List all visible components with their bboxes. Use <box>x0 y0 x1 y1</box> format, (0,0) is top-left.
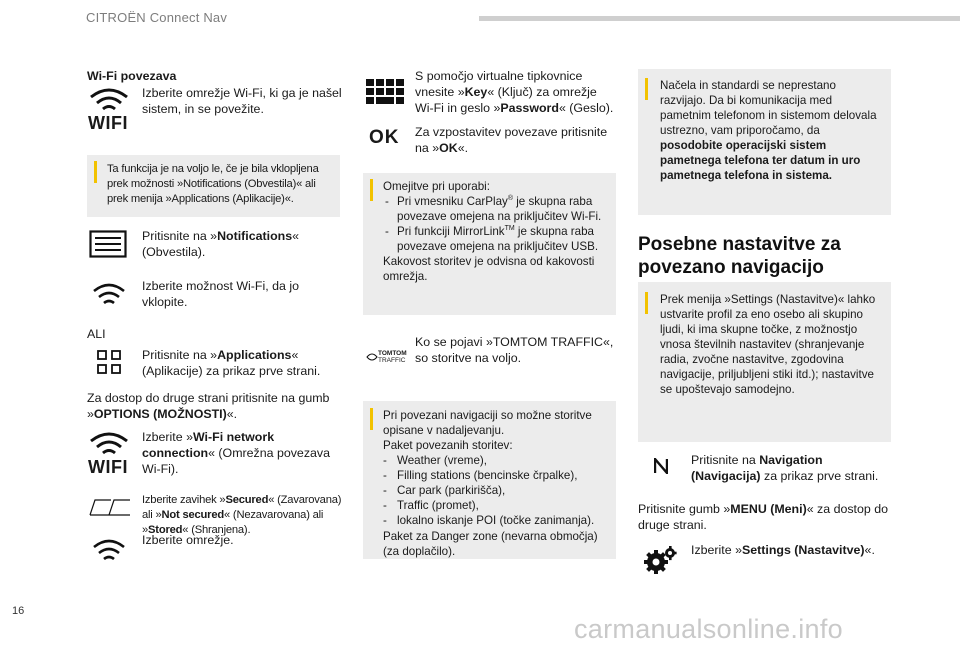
applications-icon <box>97 350 121 374</box>
note2-item: - Pri vmesniku CarPlay® je skupna raba povezave omejena na priključitev Wi-Fi. <box>383 194 611 224</box>
wifi-heading: Wi-Fi povezava <box>87 69 177 83</box>
wifi-icon <box>92 282 126 308</box>
note-text-4: Načela in standardi se neprestano razvijajo. Da bi komunikacija med pametnim telefonom in sistemom delovala ustrezno, vam priporočamo, da posodobite operacijski sistem pametnega telefona ter datum in uro pametnega telefona in sistema. <box>660 79 877 183</box>
wifi-logo-icon-2 <box>88 430 130 478</box>
note-marker-4 <box>645 78 648 100</box>
ali-text: ALI <box>87 327 106 341</box>
note3-intro: Pri povezani navigaciji so možne storitve opisane v nadaljevanju. <box>383 409 592 438</box>
watermark: carmanualsonline.info <box>574 614 843 644</box>
note3-item: - Filling stations (bencinske črpalke), <box>383 468 613 483</box>
page-number: 16 <box>12 605 25 617</box>
select-wifi-text: Izberite možnost Wi-Fi, da jo vklopite. <box>142 279 299 309</box>
note3-item: - Traffic (promet), <box>383 498 613 513</box>
tomtom-text: Ko se pojavi »TOMTOM TRAFFIC«, so storitve na voljo. <box>415 335 614 365</box>
note3-outro: Paket za Danger zone (nevarna območja) (za doplačilo). <box>383 529 598 558</box>
note-box-3 <box>363 401 616 559</box>
ok-icon: OK <box>369 127 400 148</box>
note-box-2 <box>363 173 616 315</box>
options-text: Za dostop do druge strani pritisnite na gumb »OPTIONS (MOŽNOSTI)«. <box>87 391 330 421</box>
note3-item: - lokalno iskanje POI (točke zanimanja). <box>383 513 613 528</box>
note-text-2 <box>383 179 611 284</box>
notifications-icon <box>89 230 127 258</box>
header-bar <box>479 16 960 21</box>
select-network-text: Izberite omrežje. <box>142 533 234 547</box>
header-title: CITROËN Connect Nav <box>86 10 228 25</box>
note3-item: - Weather (vreme), <box>383 453 613 468</box>
note-text: Ta funkcija je na voljo le, če je bila vklopljena prek možnosti »Notifications (Obvestila)« ali prek menija »Applications (Aplikacije)«. <box>107 163 319 205</box>
wifi-icon-2 <box>92 538 126 564</box>
note-marker-5 <box>645 292 648 314</box>
note2-item: - Pri funkciji MirrorLink™ je skupna raba povezave omejena na priključitev USB. <box>383 224 611 254</box>
note-text-3 <box>383 408 613 559</box>
note-text-5: Prek menija »Settings (Nastavitve)« lahko ustvarite profil za eno osebo ali skupino ljudi, ki ima skupne točke, z možnostjo vnosa številnih nastavitev (shranjevanje radia, zvočne nastavitve, zgodovina navigacije, priljubljeni stiki itd.); nastavitve se upoštevajo samodejno. <box>660 293 876 397</box>
tabs-text: Izberite zavihek »Secured« (Zavarovana) ali »Not secured« (Nezavarovana) ali »Stored« (Shranjena). <box>142 494 342 536</box>
note-marker <box>94 161 97 183</box>
section-heading: Posebne nastavitve za povezano navigacijo <box>638 234 841 279</box>
settings-gear-icon <box>644 545 678 575</box>
note3-item: - Car park (parkirišča), <box>383 483 613 498</box>
note-marker-3 <box>370 408 373 430</box>
settings-text: Izberite »Settings (Nastavitve)«. <box>691 543 875 557</box>
notifications-text: Pritisnite na »Notifications« (Obvestila). <box>142 229 300 259</box>
note3-package: Paket povezanih storitev: <box>383 439 513 453</box>
keyboard-text: S pomočjo virtualne tipkovnice vnesite »Key« (Ključ) za omrežje Wi-Fi in geslo »Password« (Geslo). <box>415 69 614 115</box>
note2-outro: Kakovost storitev je odvisna od kakovosti omrežja. <box>383 255 595 284</box>
note-box-5 <box>638 282 891 442</box>
tabs-icon <box>89 497 131 517</box>
applications-text: Pritisnite na »Applications« (Aplikacije) za prikaz prve strani. <box>142 348 321 378</box>
navigation-icon <box>654 458 668 474</box>
wifi-logo-text-2: WIFI <box>88 457 128 477</box>
keyboard-icon <box>366 79 404 105</box>
wifi-select-text: Izberite omrežje Wi-Fi, ki ga je našel sistem, in se povežite. <box>142 86 342 116</box>
wifi-logo-icon <box>88 86 130 134</box>
wifi-logo-text: WIFI <box>88 113 128 133</box>
note-marker-2 <box>370 179 373 201</box>
note-box <box>87 155 340 217</box>
note-box-4 <box>638 69 891 215</box>
note2-intro: Omejitve pri uporabi: <box>383 180 490 193</box>
ok-text: Za vzpostavitev povezave pritisnite na »OK«. <box>415 125 608 155</box>
menu-text: Pritisnite gumb »MENU (Meni)« za dostop do druge strani. <box>638 502 888 532</box>
wifi-network-text: Izberite »Wi-Fi network connection« (Omrežna povezava Wi-Fi). <box>142 430 330 476</box>
navigation-text: Pritisnite na Navigation (Navigacija) za prikaz prve strani. <box>691 453 879 483</box>
